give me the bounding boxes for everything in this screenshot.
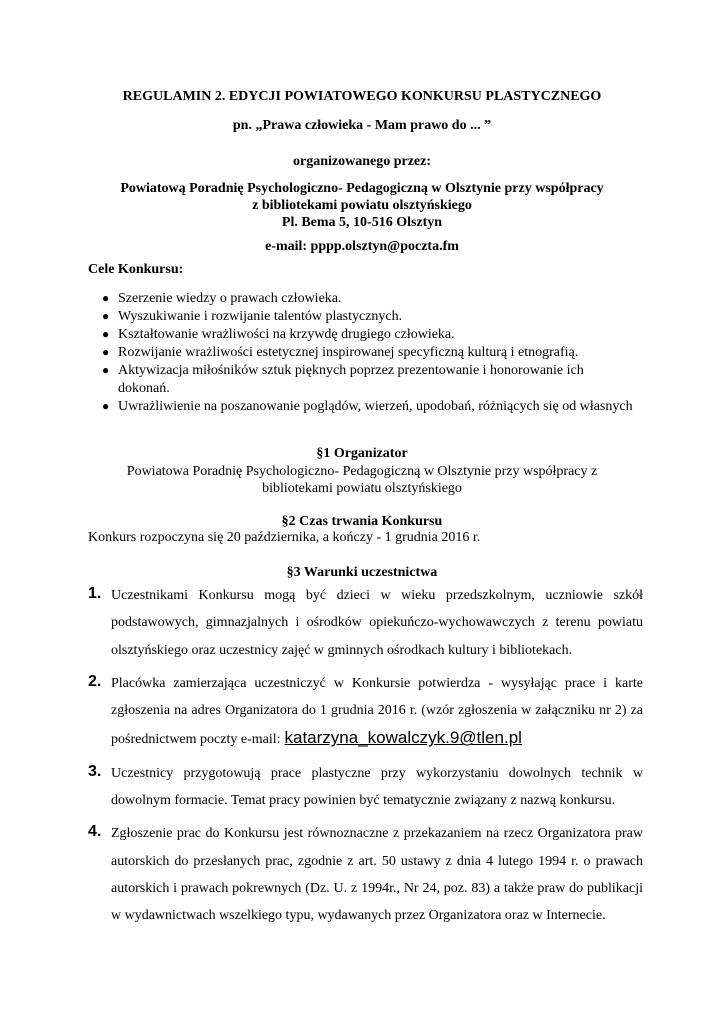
organizer-email[interactable]: e-mail: pppp.olsztyn@poczta.fm	[265, 239, 459, 254]
document-title: REGULAMIN 2. EDYCJI POWIATOWEGO KONKURSU PLASTYCZNEGO	[122, 89, 602, 104]
section-2-body: Konkurs rozpoczyna się 20 października, a kończy - 1 grudnia 2016 r.	[88, 530, 481, 545]
list-item: ● Aktywizacja miłośników sztuk pięknych poprzez prezentowanie i honorowanie ich dokonań.	[102, 363, 584, 396]
item-number: 3.	[88, 762, 102, 780]
bullet-icon: ●	[102, 345, 110, 359]
conditions-list	[88, 582, 643, 936]
bullet-icon: ●	[102, 327, 110, 341]
item-text: Zgłoszenie prac do Konkursu jest równoznaczne z przekazaniem na rzecz Organizatora praw autorskich do przesłanych prac, zgodnie z art. 50 ustawy z dnia 4 lutego 1994 r. o prawach autorskich i prawach pokrewnych (Dz. U. z 1994r., Nr 24, poz. 83) a także praw do publikacji w wydawnictwach wszelkiego typu, wydawanych przez Organizatora oraz w Internecie.	[111, 826, 643, 924]
organizer-line-1: Powiatową Poradnię Psychologiczno- Pedagogiczną w Olsztynie przy współpracy	[120, 181, 604, 196]
goals-heading: Cele Konkursu:	[88, 262, 184, 277]
bullet-icon: ●	[102, 291, 110, 305]
organizer-line-2: z bibliotekami powiatu olsztyńskiego	[252, 198, 472, 213]
list-item: ● Wyszukiwanie i rozwijanie talentów plastycznych.	[102, 309, 403, 324]
item-text: Uczestnikami Konkursu mogą być dzieci w wieku przedszkolnym, uczniowie szkół podstawowych, gimnazjalnych i ośrodków opiekuńczo-wychowawczych z terenu powiatu olsztyńskiego oraz uczestnicy zajęć w gminnych ośrodkach kultury i bibliotekach.	[111, 588, 643, 658]
list-item: ● Rozwijanie wrażliwości estetycznej inspirowanej specyficzną kulturą i etnografią.	[102, 345, 579, 360]
item-number: 1.	[88, 585, 102, 602]
list-item	[88, 820, 643, 929]
section-1-heading: §1 Organizator	[316, 446, 408, 461]
organizer-block	[0, 180, 724, 231]
contact-email-link[interactable]: katarzyna_kowalczyk.9@tlen.pl	[284, 728, 522, 748]
section-1-line-2: bibliotekami powiatu olsztyńskiego	[262, 481, 462, 496]
item-text: Placówka zamierzająca uczestniczyć w Konkursie potwierdza - wysyłając prace i karte zgłoszenia na adres Organizatora do 1 grudnia 2016 r. (wzór zgłoszenia w załączniku nr 2) za pośrednictwem poczty e-mail:	[111, 675, 643, 748]
bullet-icon: ●	[102, 309, 110, 323]
list-item: ● Szerzenie wiedzy o prawach człowieka.	[102, 291, 342, 306]
list-item: ● Uwrażliwienie na poszanowanie poglądów, wierzeń, upodobań, różniących się od własnych	[102, 398, 633, 414]
list-item	[88, 670, 643, 754]
section-1-body	[0, 463, 724, 497]
bullet-icon: ●	[102, 363, 110, 377]
organized-by-label: organizowanego przez:	[292, 154, 432, 169]
list-item: ● Kształtowanie wrażliwości na krzywdę drugiego człowieka.	[102, 327, 455, 342]
organizer-address: Pl. Bema 5, 10-516 Olsztyn	[281, 215, 443, 230]
goals-list	[88, 290, 636, 416]
bullet-icon: ●	[102, 398, 110, 413]
section-1-line-1: Powiatowa Poradnię Psychologiczno- Pedagogiczną w Olsztynie przy współpracy z	[126, 464, 598, 479]
section-3-heading: §3 Warunki uczestnictwa	[286, 565, 438, 580]
item-number: 4.	[88, 823, 102, 841]
item-number: 2.	[88, 672, 102, 690]
item-text: Uczestnicy przygotowują prace plastyczne przy wykorzystaniu dowolnych technik w dowolnym formacie. Temat pracy powinien być tematycznie związany z nazwą konkursu.	[111, 765, 643, 809]
list-item	[88, 582, 643, 664]
section-2-heading: §2 Czas trwania Konkursu	[281, 514, 443, 529]
document-subtitle: pn. „Prawa człowieka - Mam prawo do ... ”	[232, 118, 492, 133]
list-item	[88, 760, 643, 815]
